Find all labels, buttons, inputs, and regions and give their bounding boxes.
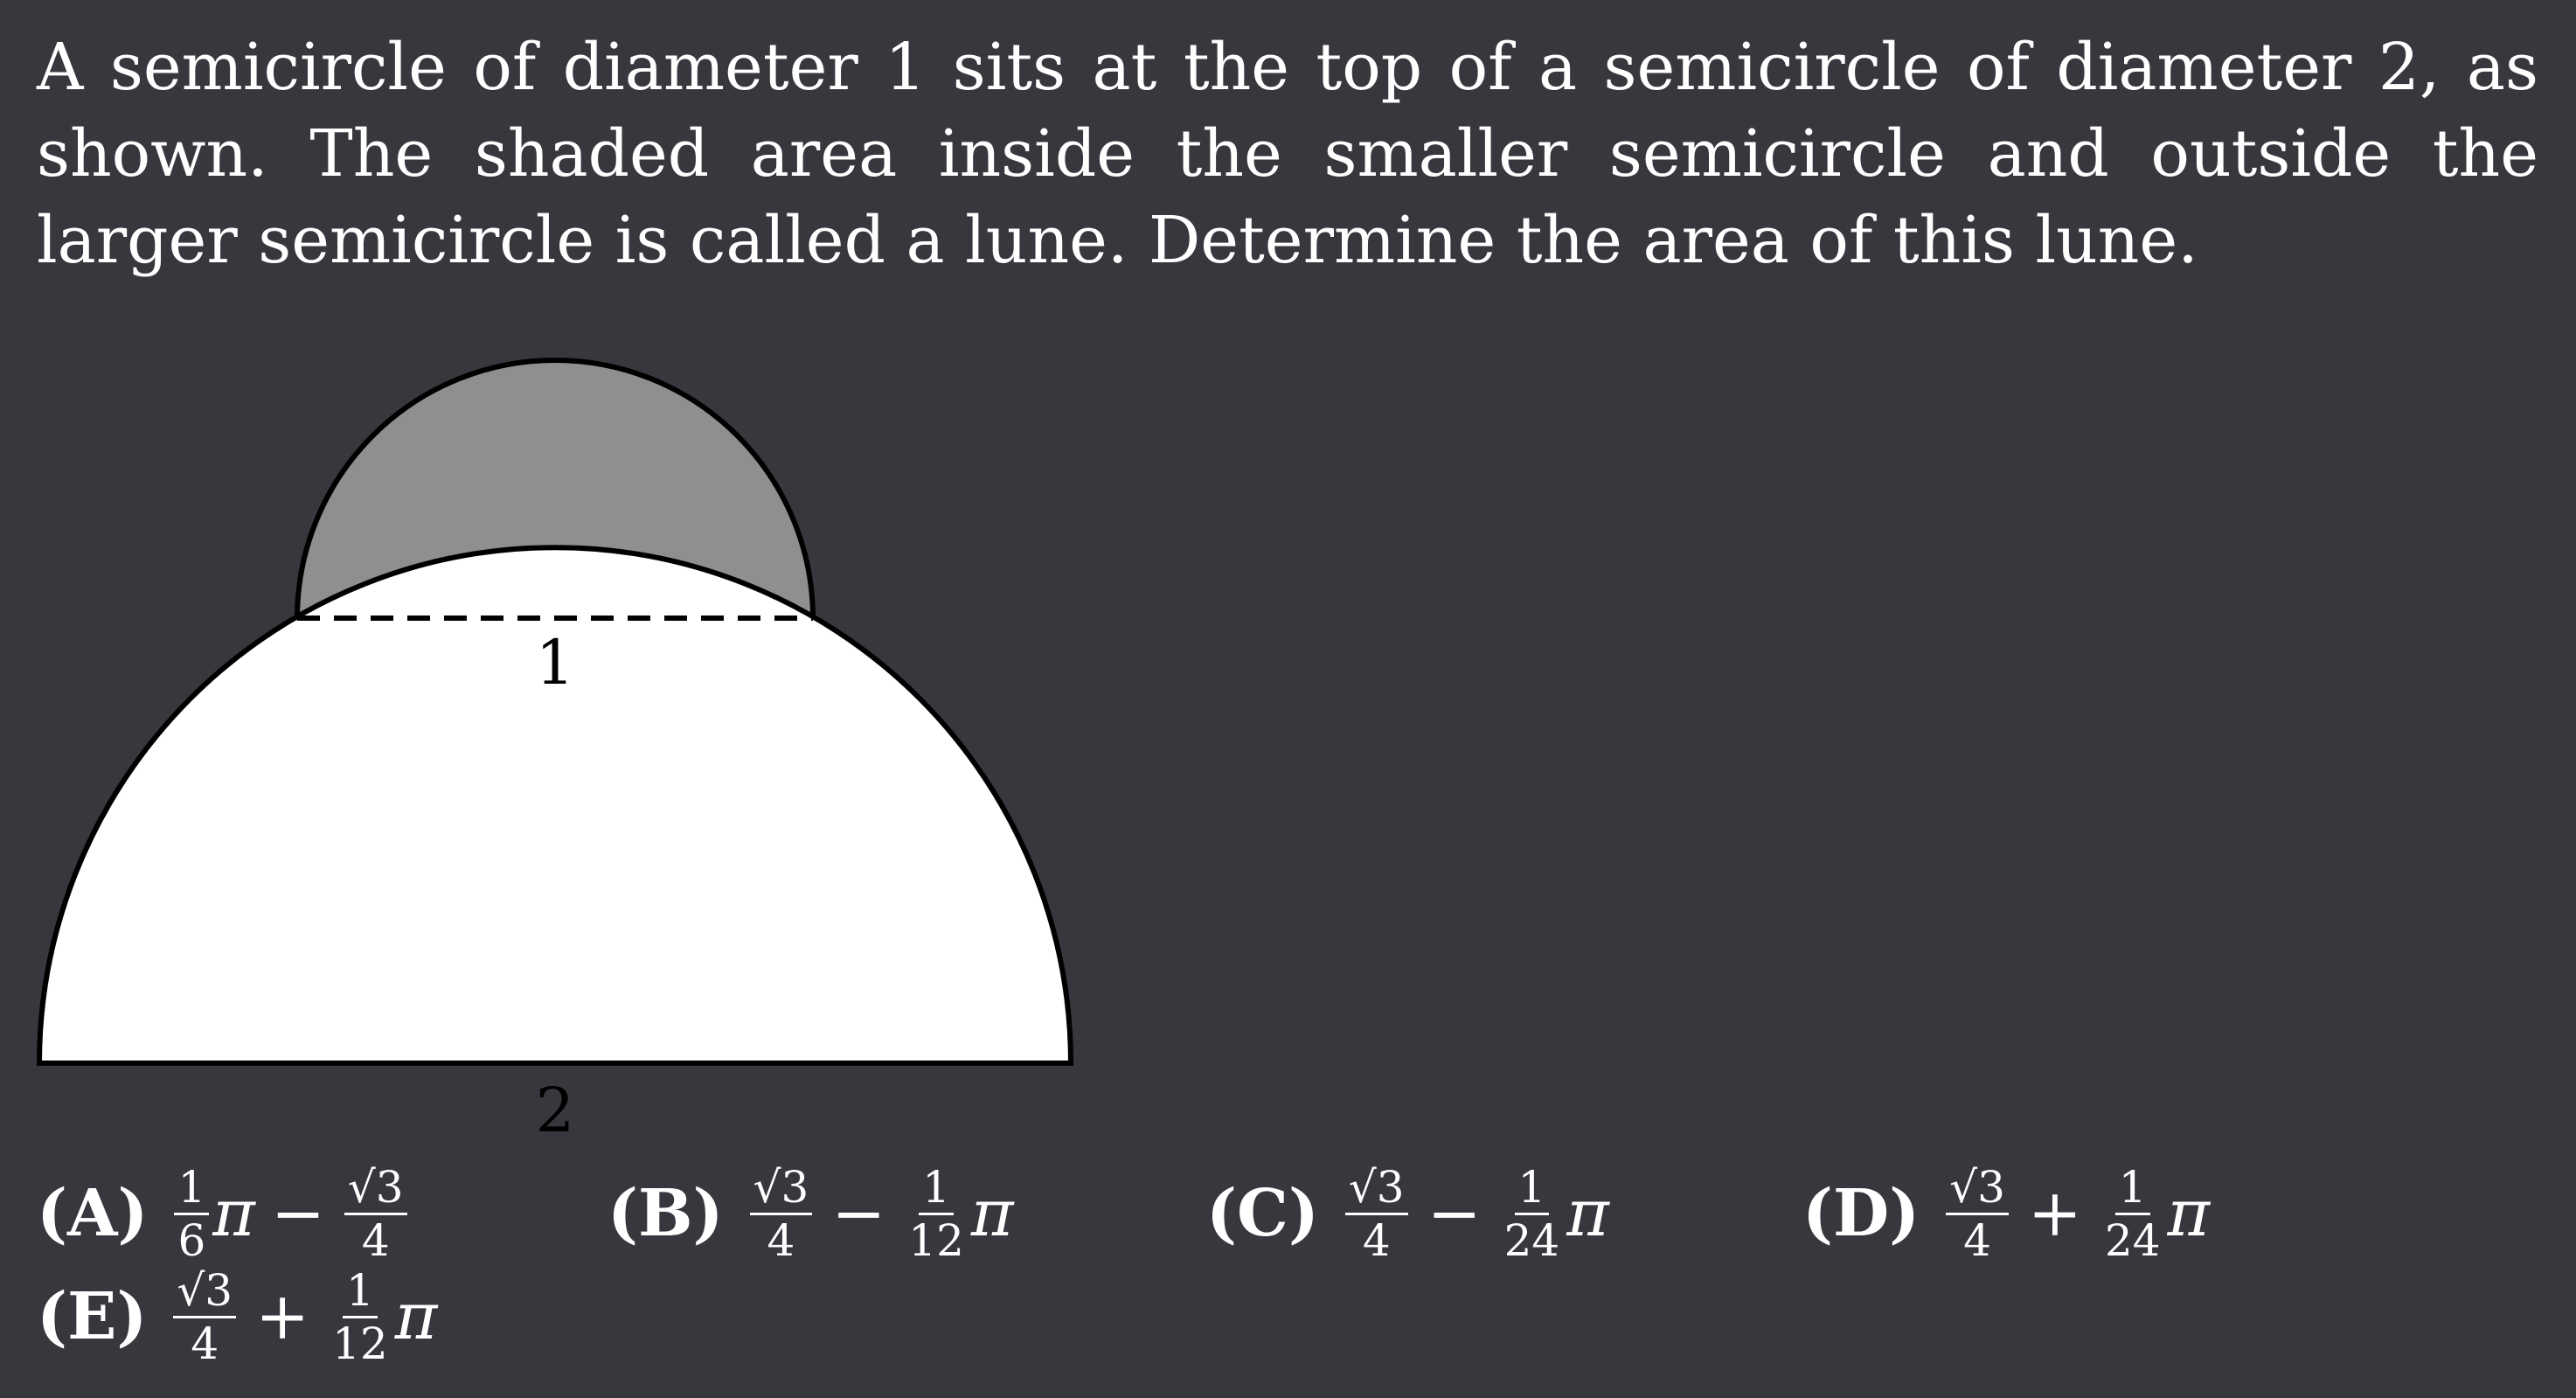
choice-e[interactable] xyxy=(37,1255,437,1378)
operator: − xyxy=(831,1176,886,1251)
fraction: $\frac{1}{24}$ xyxy=(1503,1161,1560,1266)
choice-d[interactable] xyxy=(1802,1152,2210,1275)
choice-letter: (A) xyxy=(37,1176,149,1251)
pi-symbol: π xyxy=(212,1176,255,1251)
choice-b[interactable] xyxy=(608,1152,1014,1275)
fraction: $\frac{√3}{4}$ xyxy=(1946,1165,2009,1262)
fraction: $\frac{1}{12}$ xyxy=(332,1264,388,1369)
fraction: $\frac{√3}{4}$ xyxy=(1345,1165,1408,1262)
pi-symbol: π xyxy=(2167,1176,2211,1251)
operator: + xyxy=(255,1279,310,1354)
operator: − xyxy=(1427,1176,1482,1251)
choice-letter: (B) xyxy=(608,1176,724,1251)
pi-symbol: π xyxy=(394,1279,438,1354)
operator: + xyxy=(2027,1176,2082,1251)
choice-letter: (C) xyxy=(1206,1176,1319,1251)
pi-symbol: π xyxy=(970,1176,1014,1251)
choice-letter: (D) xyxy=(1802,1176,1920,1251)
small-diameter-label: 1 xyxy=(535,627,575,699)
operator: − xyxy=(270,1176,325,1251)
fraction: $\frac{√3}{4}$ xyxy=(173,1269,236,1366)
fraction: $\frac{1}{24}$ xyxy=(2104,1161,2161,1266)
fraction: $\frac{√3}{4}$ xyxy=(750,1165,813,1262)
large-semicircle xyxy=(39,547,1071,1063)
fraction: $\frac{1}{12}$ xyxy=(908,1161,964,1266)
choice-letter: (E) xyxy=(37,1279,148,1354)
problem-statement: A semicircle of diameter 1 sits at the top of a semicircle of diameter 2, as shown. The shaded area inside the smaller semicircle and outside the larger semicircle is called a lune. Determine the area of this lune. xyxy=(37,30,2538,278)
fraction: $\frac{1}{6}$ xyxy=(174,1165,209,1262)
fraction: $\frac{√3}{4}$ xyxy=(344,1165,407,1262)
pi-symbol: π xyxy=(1566,1176,1609,1251)
lune-figure xyxy=(0,332,1119,1154)
choice-c[interactable] xyxy=(1206,1152,1609,1275)
large-diameter-label: 2 xyxy=(535,1075,575,1146)
